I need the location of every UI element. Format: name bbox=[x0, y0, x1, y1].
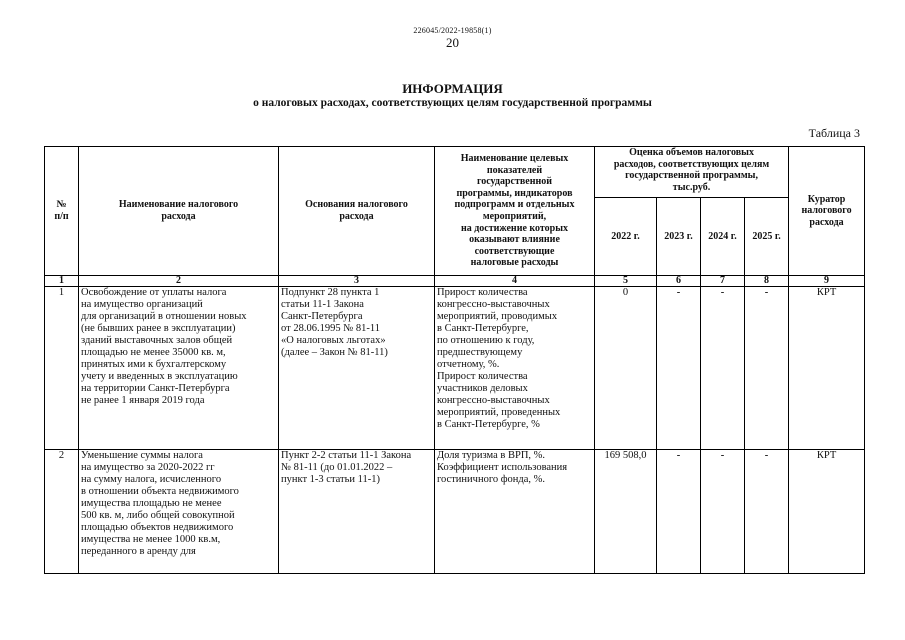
row-basis: Подпункт 28 пункта 1 статьи 11-1 Закона Санкт-Петербурга от 28.06.1995 № 81-11 «О налоговых льготах» (далее – Закон № 81-11) bbox=[279, 287, 435, 450]
header-estimate: Оценка объемов налоговых расходов, соответствующих целям государственной программы, тыс.руб. bbox=[595, 147, 789, 198]
column-number: 7 bbox=[701, 276, 745, 287]
row-value-2024: - bbox=[701, 287, 745, 450]
page-number: 20 bbox=[446, 35, 459, 50]
header-year-2024: 2024 г. bbox=[701, 198, 745, 276]
document-subtitle: о налоговых расходах, соответствующих целям государственной программы bbox=[253, 97, 652, 109]
row-value-2025: - bbox=[745, 287, 789, 450]
row-value-2023: - bbox=[657, 450, 701, 574]
row-number: 1 bbox=[45, 287, 79, 450]
row-value-2022: 0 bbox=[595, 287, 657, 450]
table-row bbox=[45, 450, 865, 574]
document-id: 226045/2022-19858(1) bbox=[413, 26, 492, 35]
document-title: ИНФОРМАЦИЯ bbox=[402, 81, 503, 96]
row-curator: КРТ bbox=[789, 450, 865, 574]
row-value-2025: - bbox=[745, 450, 789, 574]
header-year-2025: 2025 г. bbox=[745, 198, 789, 276]
row-number: 2 bbox=[45, 450, 79, 574]
tax-expenditure-table bbox=[44, 146, 865, 574]
column-number: 4 bbox=[435, 276, 595, 287]
row-indicators: Доля туризма в ВРП, %. Коэффициент использования гостиничного фонда, %. bbox=[435, 450, 595, 574]
header-year-2022: 2022 г. bbox=[595, 198, 657, 276]
header-year-2023: 2023 г. bbox=[657, 198, 701, 276]
header-indicators: Наименование целевых показателей государственной программы, индикаторов подпрограмм и отдельных мероприятий, на достижение которых оказывают влияние соответствующие налоговые расходы bbox=[435, 147, 595, 276]
row-name: Освобождение от уплаты налога на имущество организаций для организаций в отношении новых (не бывших ранее в эксплуатации) зданий выставочных залов общей площадью не менее 35000 кв. м, принятых ими к бухгалтерскому учету и введенных в эксплуатацию на территории Санкт-Петербурга не ранее 1 января 2019 года bbox=[79, 287, 279, 450]
column-number: 8 bbox=[745, 276, 789, 287]
row-value-2022: 169 508,0 bbox=[595, 450, 657, 574]
table-label: Таблица 3 bbox=[808, 126, 860, 140]
header-basis: Основания налогового расхода bbox=[279, 147, 435, 276]
column-number: 3 bbox=[279, 276, 435, 287]
row-name: Уменьшение суммы налога на имущество за 2020-2022 гг на сумму налога, исчисленного в отношении объекта недвижимого имущества площадью не менее 500 кв. м, либо общей совокупной площадью объектов недвижимого имущества не менее 1000 кв.м, переданного в аренду для bbox=[79, 450, 279, 574]
row-value-2024: - bbox=[701, 450, 745, 574]
row-curator: КРТ bbox=[789, 287, 865, 450]
row-basis: Пункт 2-2 статьи 11-1 Закона № 81-11 (до 01.01.2022 – пункт 1-3 статьи 11-1) bbox=[279, 450, 435, 574]
row-value-2023: - bbox=[657, 287, 701, 450]
row-indicators: Прирост количества конгрессно-выставочных мероприятий, проводимых в Санкт-Петербурге, по отношению к году, предшествующему отчетному, %. Прирост количества участников деловых конгрессно-выставочных мероприятий, проведенных в Санкт-Петербурге, % bbox=[435, 287, 595, 450]
column-number: 2 bbox=[79, 276, 279, 287]
column-number: 6 bbox=[657, 276, 701, 287]
header-num: № п/п bbox=[45, 147, 79, 276]
table-row bbox=[45, 287, 865, 450]
column-number-row bbox=[45, 276, 865, 287]
column-number: 1 bbox=[45, 276, 79, 287]
header-name: Наименование налогового расхода bbox=[79, 147, 279, 276]
header-curator: Куратор налогового расхода bbox=[789, 147, 865, 276]
column-number: 5 bbox=[595, 276, 657, 287]
column-number: 9 bbox=[789, 276, 865, 287]
